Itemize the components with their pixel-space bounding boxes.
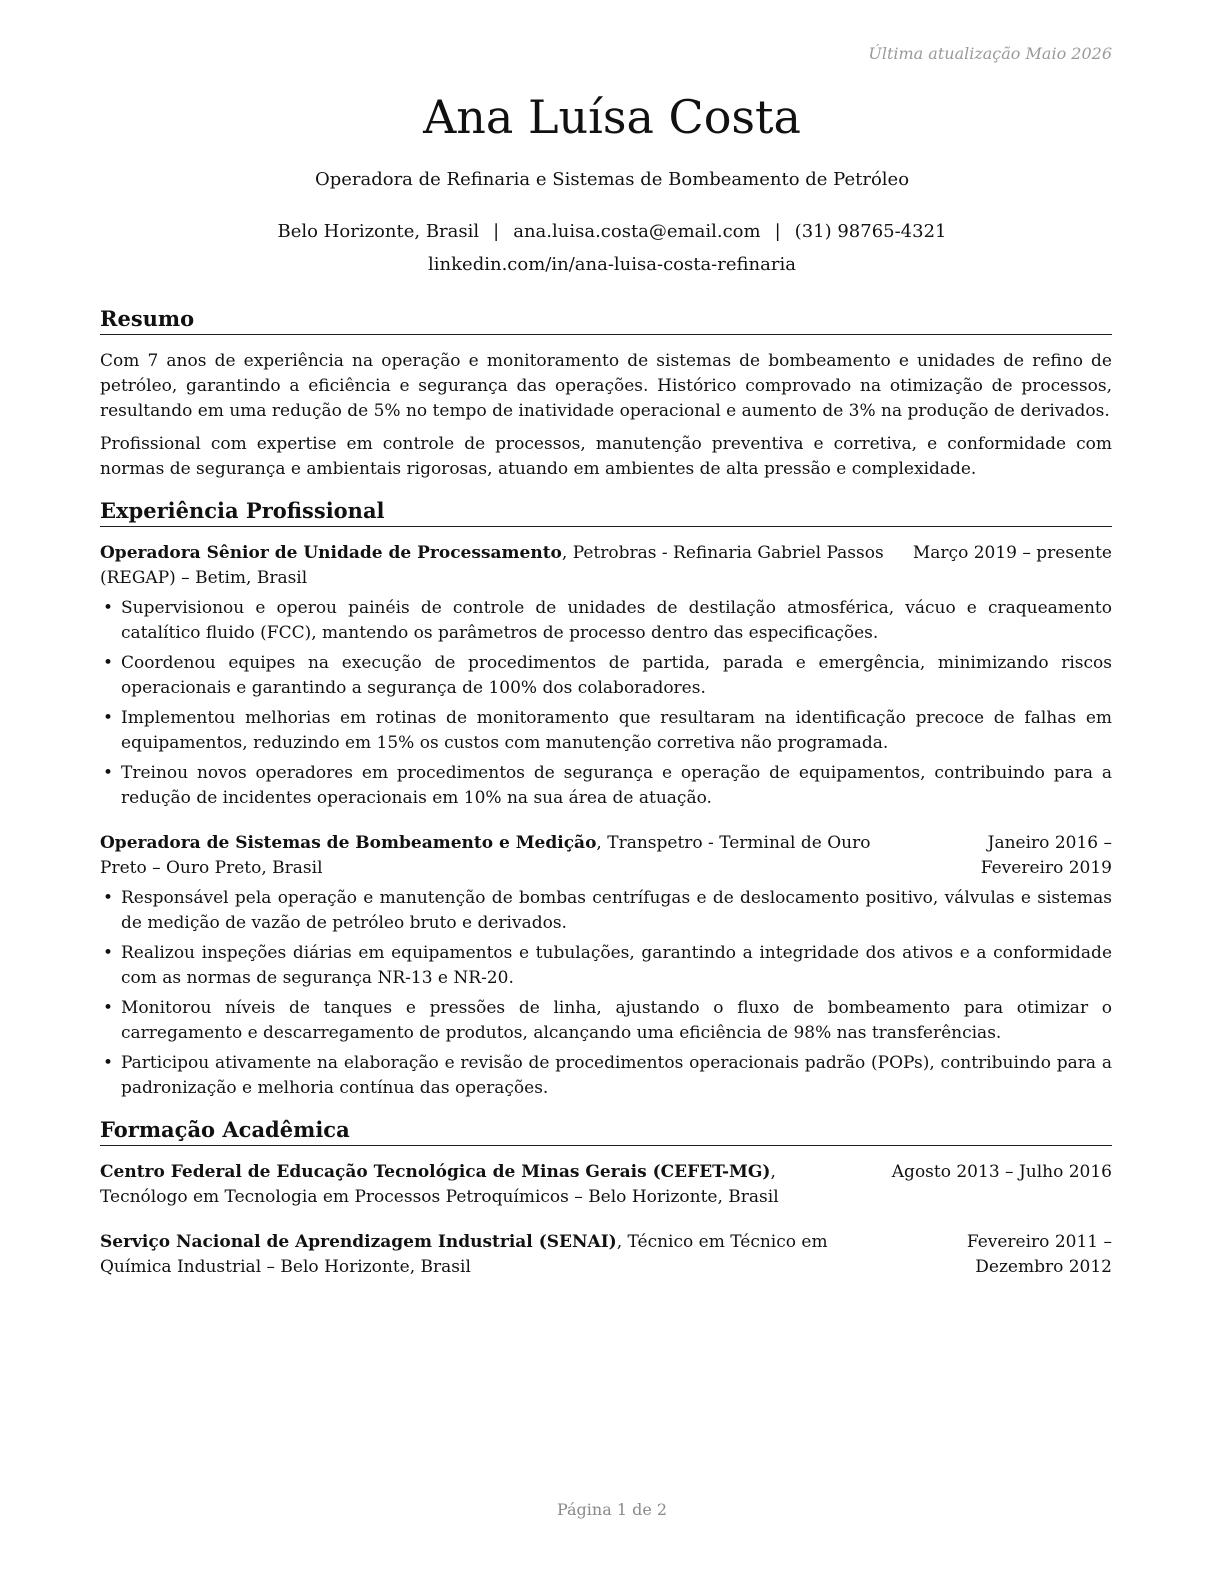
job-role: Operadora Sênior de Unidade de Processamento bbox=[100, 543, 562, 563]
job-entry bbox=[100, 831, 1112, 1101]
job-bullets bbox=[100, 596, 1112, 811]
summary-section bbox=[100, 304, 1112, 482]
job-header bbox=[100, 541, 1112, 591]
job-entry bbox=[100, 541, 1112, 811]
bullet-text: Implementou melhorias em rotinas de monitoramento que resultaram na identificação precoce de falhas em equipamentos, reduzindo em 15% os custos com manutenção corretiva não programada. bbox=[121, 708, 1112, 753]
separator: | bbox=[493, 221, 500, 242]
section-heading-education: Formação Acadêmica bbox=[100, 1115, 1112, 1146]
list-item bbox=[100, 1051, 1112, 1101]
bullet-icon: • bbox=[103, 888, 114, 908]
job-dates: Março 2019 – presente bbox=[912, 543, 1112, 563]
bullet-text: Treinou novos operadores em procedimentos de segurança e operação de equipamentos, contribuindo para a redução de incidentes operacionais em 10% na sua área de atuação. bbox=[121, 763, 1112, 808]
bullet-text: Monitorou níveis de tanques e pressões de linha, ajustando o fluxo de bombeamento para otimizar o carregamento e descarregamento de produtos, alcançando uma eficiência de 98% nas transferências. bbox=[121, 998, 1112, 1043]
list-item bbox=[100, 596, 1112, 646]
job-company: , Transpetro - Terminal de Ouro Preto – Ouro Preto, Brasil bbox=[100, 833, 871, 878]
degree: , Técnico em Técnico em Química Industrial – Belo Horizonte, Brasil bbox=[100, 1232, 828, 1277]
summary-paragraph: Profissional com expertise em controle de processos, manutenção preventiva e corretiva, e conformidade com normas de segurança e ambientais rigorosas, atuando em ambientes de alta pressão e complexidade. bbox=[100, 434, 1112, 479]
list-item bbox=[100, 761, 1112, 811]
contact-line bbox=[0, 220, 1224, 244]
degree: , Tecnólogo em Tecnologia em Processos Petroquímicos – Belo Horizonte, Brasil bbox=[100, 1162, 779, 1207]
list-item bbox=[100, 886, 1112, 936]
education-header bbox=[100, 1160, 1112, 1210]
job-role: Operadora de Sistemas de Bombeamento e Medição bbox=[100, 833, 597, 853]
education-dates: Agosto 2013 – Julho 2016 bbox=[891, 1162, 1112, 1182]
job-header bbox=[100, 831, 1112, 881]
section-heading-experience: Experiência Profissional bbox=[100, 496, 1112, 527]
location: Belo Horizonte, Brasil bbox=[277, 221, 480, 242]
education-entry bbox=[100, 1160, 1112, 1210]
education-entry bbox=[100, 1230, 1112, 1280]
page-number: Página 1 de 2 bbox=[556, 1500, 668, 1519]
list-item bbox=[100, 706, 1112, 756]
list-item bbox=[100, 941, 1112, 991]
candidate-name: Ana Luísa Costa bbox=[423, 90, 801, 144]
institution: Centro Federal de Educação Tecnológica de Minas Gerais (CEFET-MG) bbox=[100, 1162, 771, 1182]
bullet-text: Supervisionou e operou painéis de controle de unidades de destilação atmosférica, vácuo e craqueamento catalítico fluido (FCC), mantendo os parâmetros de processo dentro das especificações. bbox=[121, 598, 1112, 643]
job-title: Operadora de Refinaria e Sistemas de Bombeamento de Petróleo bbox=[314, 169, 910, 190]
summary-paragraph: Com 7 anos de experiência na operação e monitoramento de sistemas de bombeamento e unidades de refino de petróleo, garantindo a eficiência e segurança das operações. Histórico comprovado na otimização de processos, resultando em uma redução de 5% no tempo de inatividade operacional e aumento de 3% na produção de derivados. bbox=[100, 351, 1112, 421]
education-header bbox=[100, 1230, 1112, 1280]
bullet-icon: • bbox=[103, 1053, 114, 1073]
institution: Serviço Nacional de Aprendizagem Industrial (SENAI) bbox=[100, 1232, 617, 1252]
job-bullets bbox=[100, 886, 1112, 1101]
last-updated: Última atualização Maio 2026 bbox=[868, 44, 1112, 63]
job-title-company bbox=[100, 831, 942, 881]
separator: | bbox=[774, 221, 781, 242]
bullet-icon: • bbox=[103, 653, 114, 673]
email-link[interactable]: ana.luisa.costa@email.com bbox=[513, 221, 761, 242]
list-item bbox=[100, 996, 1112, 1046]
bullet-icon: • bbox=[103, 998, 114, 1018]
bullet-icon: • bbox=[103, 763, 114, 783]
bullet-text: Coordenou equipes na execução de procedimentos de partida, parada e emergência, minimizando riscos operacionais e garantindo a segurança de 100% dos colaboradores. bbox=[121, 653, 1112, 698]
job-title-company bbox=[100, 541, 912, 591]
experience-section bbox=[100, 496, 1112, 1101]
bullet-text: Realizou inspeções diárias em equipamentos e tubulações, garantindo a integridade dos ativos e a conformidade com as normas de segurança NR-13 e NR-20. bbox=[121, 943, 1112, 988]
bullet-text: Participou ativamente na elaboração e revisão de procedimentos operacionais padrão (POPs), contribuindo para a padronização e melhoria contínua das operações. bbox=[121, 1053, 1112, 1098]
bullet-icon: • bbox=[103, 943, 114, 963]
education-dates: Fevereiro 2011 – Dezembro 2012 bbox=[966, 1232, 1112, 1277]
section-heading-summary: Resumo bbox=[100, 304, 1112, 335]
bullet-icon: • bbox=[103, 598, 114, 618]
bullet-icon: • bbox=[103, 708, 114, 728]
education-section bbox=[100, 1115, 1112, 1280]
education-institution-degree bbox=[100, 1160, 884, 1210]
job-dates: Janeiro 2016 – Fevereiro 2019 bbox=[980, 833, 1112, 878]
linkedin-link[interactable]: linkedin.com/in/ana-luisa-costa-refinaria bbox=[428, 254, 796, 275]
education-institution-degree bbox=[100, 1230, 884, 1280]
phone: (31) 98765-4321 bbox=[794, 221, 947, 242]
job-company: , Petrobras - Refinaria Gabriel Passos (REGAP) – Betim, Brasil bbox=[100, 543, 884, 588]
resume-body bbox=[100, 304, 1112, 1280]
bullet-text: Responsável pela operação e manutenção de bombas centrífugas e de deslocamento positivo, válvulas e sistemas de medição de vazão de petróleo bruto e derivados. bbox=[121, 888, 1112, 933]
list-item bbox=[100, 651, 1112, 701]
